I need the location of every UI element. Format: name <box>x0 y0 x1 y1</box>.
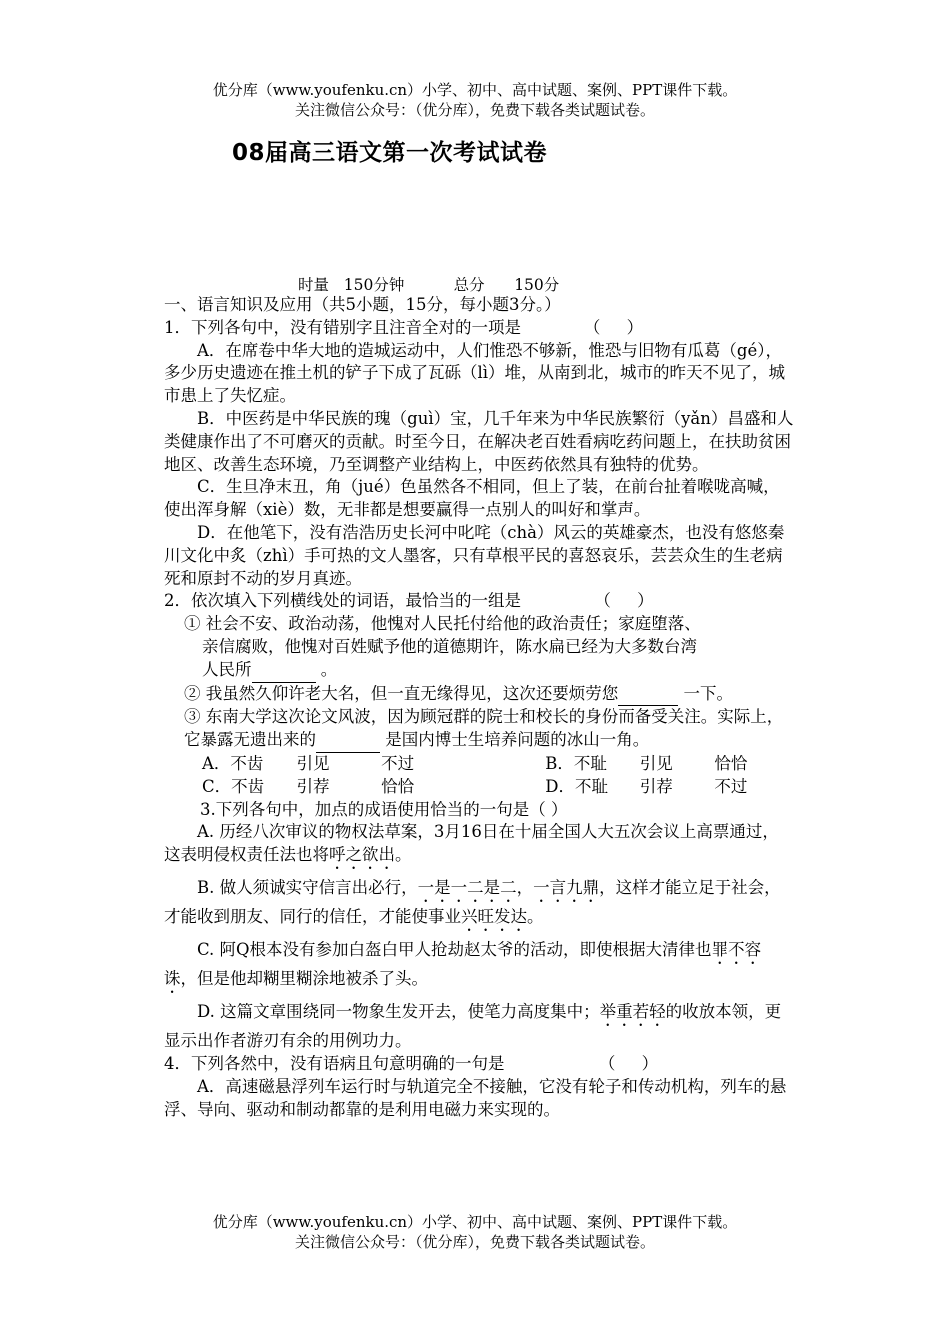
question-3-option-a <box>164 821 794 873</box>
question-2-options-row-1 <box>164 753 794 776</box>
exam-meta: 时量 150分钟 总分 150分 <box>298 276 560 294</box>
question-2-sentence-1c <box>164 659 794 683</box>
sentence-2-end: 一下。 <box>678 683 733 703</box>
footer-line-2: 关注微信公众号：（优分库），免费下载各类试题试卷。 <box>294 1233 655 1251</box>
option-c-1: C．不齿 <box>202 776 265 796</box>
question-1-option-d: D．在他笔下，没有浩浩历史长河中叱咤（chà）风云的英雄豪杰，也没有悠悠秦川文化中炙（zhì）手可热的文人墨客，只有草根平民的喜怒哀乐，芸芸众生的生老病死和原封不动的岁月真迹。 <box>164 522 785 588</box>
q3-c-idiom: 罪不容诛 <box>164 940 762 989</box>
question-3-option-c <box>164 939 794 997</box>
q3-a-end: 。 <box>395 845 412 865</box>
sentence-1-text: 人民所 <box>202 659 252 679</box>
q3-b-sep: ， <box>516 878 534 898</box>
q3-d-end: 的收放本领，更显示出作者游刃有余的用例功力。 <box>164 1002 782 1051</box>
option-a-2: 引见 <box>296 753 330 773</box>
question-1-option-b: B．中医药是中华民族的瑰（guì）宝，几千年来为中华民族繁衍（yǎn）昌盛和人类健康作出了不可磨灭的贡献。时至今日，在解决老百姓看病吃药问题上，在扶助贫困地区、改善生态环境，乃至调整产业结构上，中医药依然具有独特的优势。 <box>164 408 794 474</box>
section-heading: 一、语言知识及应用（共5小题，15分，每小题3分。） <box>164 295 561 314</box>
sentence-2-text: ② 我虽然久仰许老大名，但一直无缘得见，这次还要烦劳您 <box>184 683 619 703</box>
option-a-1: A．不齿 <box>202 753 264 773</box>
footer-line-1: 优分库（www.youfenku.cn）小学、初中、高中试题、案例、PPT课件下载。 <box>212 1213 738 1231</box>
q3-b-end: 。 <box>527 907 544 927</box>
q3-b-text-2: ，这样才能立足于社会，才能收到朋友、同行的信任，才能使事业 <box>164 878 781 927</box>
option-b-3: 恰恰 <box>714 753 748 773</box>
question-3-option-d <box>164 1001 794 1053</box>
question-4-option-a: A．高速磁悬浮列车运行时与轨道完全不接触，它没有轮子和传动机构，列车的悬浮、导向、驱动和制动都靠的是利用电磁力来实现的。 <box>164 1076 787 1119</box>
option-d-3: 不过 <box>714 776 748 796</box>
option-c-2: 引荐 <box>296 776 330 796</box>
question-3-stem: 3.下列各句中，加点的成语使用恰当的一句是（ ） <box>200 799 568 819</box>
blank-2 <box>618 683 678 707</box>
header-line-1: 优分库（www.youfenku.cn）小学、初中、高中试题、案例、PPT课件下载。 <box>212 81 738 99</box>
question-2-sentence-2 <box>164 683 794 707</box>
header-line-2: 关注微信公众号：（优分库），免费下载各类试题试卷。 <box>294 101 655 119</box>
q3-b-idiom-1: 一是一二是二 <box>417 878 517 898</box>
q3-c-text: C. 阿Q根本没有参加白盔白甲人抢劫赵太爷的活动，即使根据大清律也 <box>197 940 712 960</box>
q3-a-idiom: 呼之欲出 <box>329 845 395 865</box>
sentence-1-end: 。 <box>315 659 338 679</box>
q3-c-end: ，但是他却糊里糊涂地被杀了头。 <box>180 969 428 989</box>
question-2-stem: 2．依次填入下列横线处的词语，最恰当的一组是 （ ） <box>164 591 654 611</box>
question-2-sentence-1a: ① 社会不安、政治动荡，他愧对人民托付给他的政治责任；家庭堕落、 <box>184 614 701 634</box>
option-d-1: D．不耻 <box>545 776 608 796</box>
q3-d-idiom: 举重若轻 <box>599 1002 666 1022</box>
blank-3 <box>316 729 380 753</box>
blank-1 <box>252 659 316 683</box>
question-1-option-c: C．生旦净末丑，角（jué）色虽然各不相同，但上了装，在前台扯着喉咙高喊，使出浑身解（xiè）数，无非都是想要赢得一点别人的叫好和掌声。 <box>164 477 780 520</box>
q3-a-text: A. 历经八次审议的物权法草案，3月16日在十届全国人大五次会议上高票通过，这表明侵权责任法也将 <box>164 822 779 865</box>
q3-b-idiom-3: 兴旺发达 <box>461 907 527 927</box>
q3-b-idiom-2: 一言九鼎 <box>533 878 600 898</box>
question-2-options-row-2 <box>164 776 794 799</box>
option-b-2: 引见 <box>639 753 673 773</box>
option-b-1: B．不耻 <box>545 753 607 773</box>
q3-d-text: D. 这篇文章围绕同一物象生发开去，使笔力高度集中； <box>197 1002 600 1022</box>
question-1-stem: 1．下列各句中，没有错别字且注音全对的一项是 （ ） <box>164 317 644 337</box>
question-1-option-a: A．在席卷中华大地的造城运动中，人们惟恐不够新，惟恐与旧物有瓜葛（gé），多少历史遗迹在推土机的铲子下成了瓦砾（lì）堆，从南到北，城市的昨天不见了，城市患上了失忆症。 <box>164 340 786 406</box>
question-4-stem: 4．下列各然中，没有语病且句意明确的一句是 （ ） <box>164 1053 659 1073</box>
sentence-3-end: 是国内博士生培养问题的冰山一角。 <box>380 730 650 750</box>
option-c-3: 恰恰 <box>381 776 415 796</box>
option-a-3: 不过 <box>381 753 415 773</box>
sentence-3-text: ③ 东南大学这次论文风波，因为顾冠群的院士和校长的身份而备受关注。实际上，它暴露无遗出来的 <box>184 707 784 750</box>
option-d-2: 引荐 <box>639 776 673 796</box>
exam-body <box>164 294 794 1121</box>
question-2-sentence-3 <box>164 706 794 753</box>
q3-b-text: B. 做人须诚实守信言出必行， <box>197 878 418 898</box>
question-2-sentence-1b: 亲信腐败，他愧对百姓赋予他的道德期许，陈水扁已经为大多数台湾 <box>202 636 697 656</box>
page-title: 08届高三语文第一次考试试卷 <box>232 140 548 166</box>
question-3-option-b <box>164 877 794 935</box>
